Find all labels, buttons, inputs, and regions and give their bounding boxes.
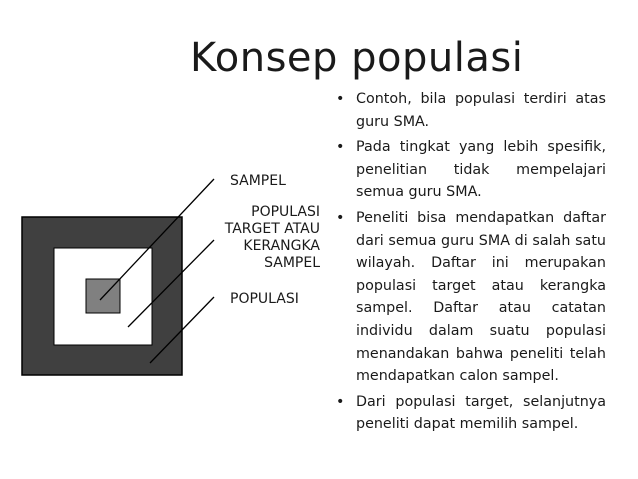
bullet-item <box>336 391 606 436</box>
bullet-text: Contoh, bila populasi terdiri atas guru SMA. <box>356 91 606 130</box>
slide-title: Konsep populasi <box>190 35 524 81</box>
populasi-label: POPULASI <box>230 291 299 307</box>
bullet-text: Pada tingkat yang lebih spesifik, penelitian tidak mempelajari semua guru SMA. <box>356 139 606 201</box>
target-label-line: SAMPEL <box>264 255 320 271</box>
bullet-marker: • <box>336 139 345 156</box>
bullet-item <box>336 207 606 388</box>
sampel-label: SAMPEL <box>230 173 286 189</box>
bullet-marker: • <box>336 393 345 410</box>
bullet-list <box>336 88 606 439</box>
bullet-item <box>336 88 606 133</box>
target-population-label <box>212 204 320 272</box>
target-label-line: KERANGKA <box>243 238 320 254</box>
bullet-text: Peneliti bisa mendapatkan daftar dari semua guru SMA di salah satu wilayah. Daftar ini merupakan populasi target atau kerangka sampel. Daftar atau catatan individu dalam suatu populasi menandakan bahwa peneliti telah mendapatkan calon sampel. <box>356 209 606 385</box>
bullet-text: Dari populasi target, selanjutnya peneliti dapat memilih sampel. <box>356 393 606 433</box>
bullet-marker: • <box>336 91 345 107</box>
target-label-line: TARGET ATAU <box>224 221 320 237</box>
bullet-item <box>336 136 606 204</box>
target-label-line: POPULASI <box>251 204 320 220</box>
bullet-marker: • <box>336 209 345 226</box>
